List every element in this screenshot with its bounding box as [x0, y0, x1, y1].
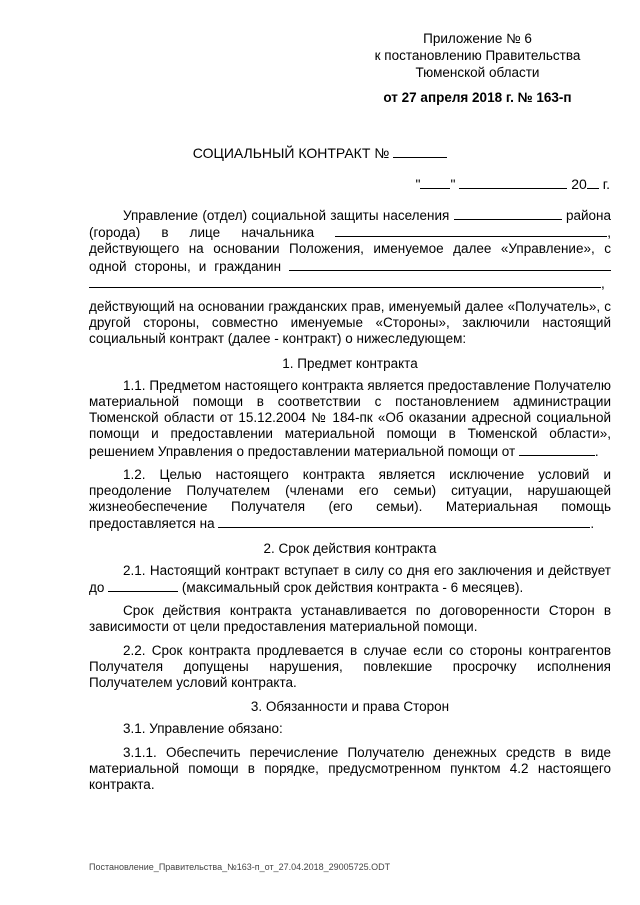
appendix-line1: к постановлению Правительства — [374, 48, 581, 63]
clause-2-1-text-a: 2.1. Настоящий контракт вступает в силу со дня его заключения и действует до — [89, 562, 611, 596]
contract-title-text: СОЦИАЛЬНЫЙ КОНТРАКТ № — [192, 145, 390, 161]
decision-date-blank — [519, 443, 595, 456]
clause-1-2 — [89, 467, 611, 533]
clause-2-1-text-b: (максимальный срок действия контракта - 6 месяцев). — [181, 580, 524, 596]
appendix-date: от 27 апреля 2018 г. № 163-п — [383, 90, 572, 105]
department-blank — [454, 207, 562, 220]
end-date-blank — [108, 579, 178, 592]
intro-text-d: действующего на основании Положения, именуемое далее «Управление», с одной стороны, и гражданин — [89, 241, 611, 274]
intro-text-b: района (города) в лице начальника — [89, 208, 611, 241]
clause-1-1-text: 1.1. Предметом настоящего контракта является предоставление Получателю материальной помощи в соответствии с постановлением администрации Тюменской области от 15.12.2004 № 184-пк «Об оказании адресной социальной помощи и предоставлении материальной помощи в Тюменской области», решением Управления о предоставлении материальной помощи от — [89, 377, 611, 459]
clause-1-2-text: 1.2. Целью настоящего контракта является исключение условий и преодоление Получателем (членами его семьи) ситуации, нарушающей жизнеобеспечение Получателя (его семьи). Материальная помощь предоставляется на — [89, 466, 611, 532]
document-footer: Постановление_Правительства_№163-п_от_27.04.2018_29005725.ODT — [89, 862, 391, 872]
clause-2-1 — [89, 563, 611, 596]
year-suffix: г. — [602, 176, 610, 192]
clause-2-1-term: Срок действия контракта устанавливается по договоренности Сторон в зависимости от цели предоставления материальной помощи. — [89, 603, 611, 635]
citizen-name-blank — [289, 258, 611, 271]
intro-paragraph — [89, 207, 611, 292]
month-blank — [459, 176, 567, 189]
day-blank — [420, 176, 450, 189]
contract-number-blank — [393, 145, 447, 158]
intro-paragraph-2: действующий на основании гражданских прав, именуемый далее «Получатель», с другой стороны, совместно именуемые «Стороны», заключили настоящий социальный контракт (далее - контракт) о нижеследующем: — [89, 299, 611, 347]
intro-text-a: Управление (отдел) социальной защиты населения — [123, 208, 450, 223]
section-2-heading: 2. Срок действия контракта — [263, 540, 437, 556]
citizen-name-blank-2 — [89, 275, 601, 288]
appendix-line2: Тюменской области — [415, 65, 540, 80]
intro-comma-2: , — [601, 275, 605, 291]
contract-body — [89, 207, 611, 800]
clause-3-1: 3.1. Управление обязано: — [123, 721, 283, 737]
year-blank — [587, 176, 599, 189]
clause-1-1-end: . — [594, 443, 599, 459]
section-3-heading: 3. Обязанности и права Сторон — [250, 699, 450, 715]
appendix-number: Приложение № 6 — [423, 31, 532, 46]
clause-2-2: 2.2. Срок контракта продлевается в случае если со стороны контрагентов Получателя допущены нарушения, повлекшие просрочку исполнения Получателем условий контракта. — [89, 642, 611, 691]
contract-title — [0, 145, 640, 161]
section-1-heading: 1. Предмет контракта — [282, 355, 418, 371]
quote-open: " — [415, 176, 421, 192]
clause-1-1 — [89, 378, 611, 460]
intro-comma-1: , — [607, 225, 611, 241]
year-prefix: 20 — [571, 176, 587, 192]
quote-close: " — [450, 176, 456, 192]
clause-1-2-end: . — [590, 516, 595, 532]
head-name-blank — [335, 224, 607, 237]
contract-date-line — [405, 176, 610, 192]
appendix-header — [360, 30, 595, 106]
purpose-blank — [218, 515, 590, 528]
clause-3-1-1: 3.1.1. Обеспечить перечисление Получателю денежных средств в виде материальной помощи в порядке, предусмотренном пунктом 4.2 настоящего контракта. — [89, 744, 611, 793]
